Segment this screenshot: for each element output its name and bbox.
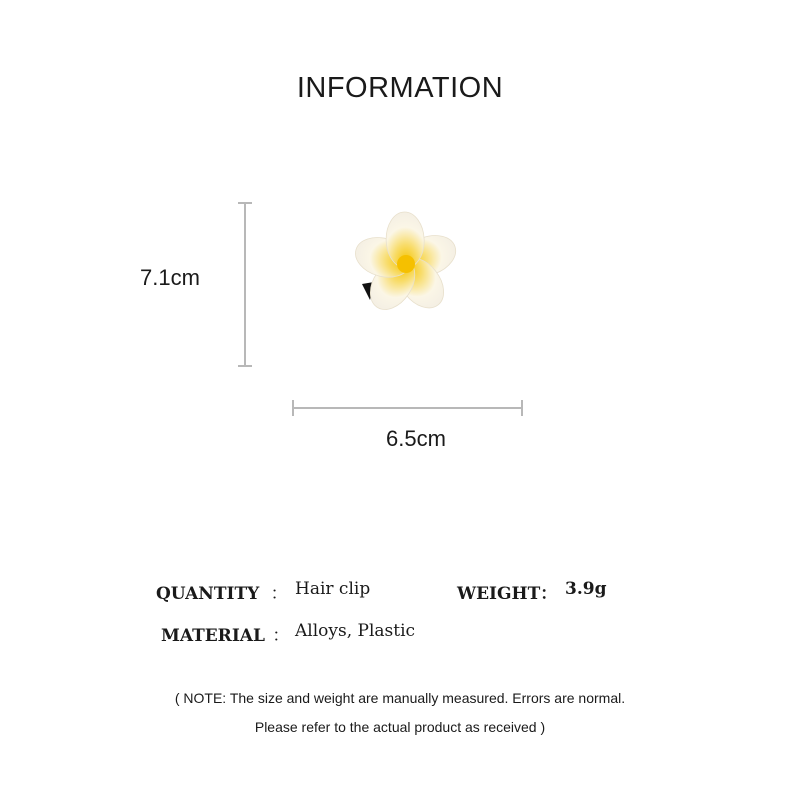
width-ruler (290, 398, 526, 418)
height-ruler (234, 200, 256, 370)
weight-value: 3.9g (565, 579, 607, 599)
note-line-1: ( NOTE: The size and weight are manually measured. Errors are normal. (174, 690, 626, 706)
height-label: 7.1cm (140, 265, 200, 290)
material-row (161, 621, 289, 646)
material-separator: ： (272, 626, 290, 646)
quantity-separator: ： (270, 584, 288, 604)
quantity-value: Hair clip (295, 579, 371, 599)
weight-key: WEIGHT： (457, 584, 558, 604)
page-title: INFORMATION (296, 72, 504, 104)
quantity-row (156, 579, 288, 604)
plumeria-hair-clip-image (340, 198, 470, 328)
material-key: MATERIAL (161, 626, 265, 646)
quantity-key: QUANTITY (156, 584, 260, 604)
note-line-2: Please refer to the actual product as received ) (254, 719, 546, 735)
width-label: 6.5cm (386, 426, 446, 451)
material-value: Alloys, Plastic (295, 621, 416, 641)
